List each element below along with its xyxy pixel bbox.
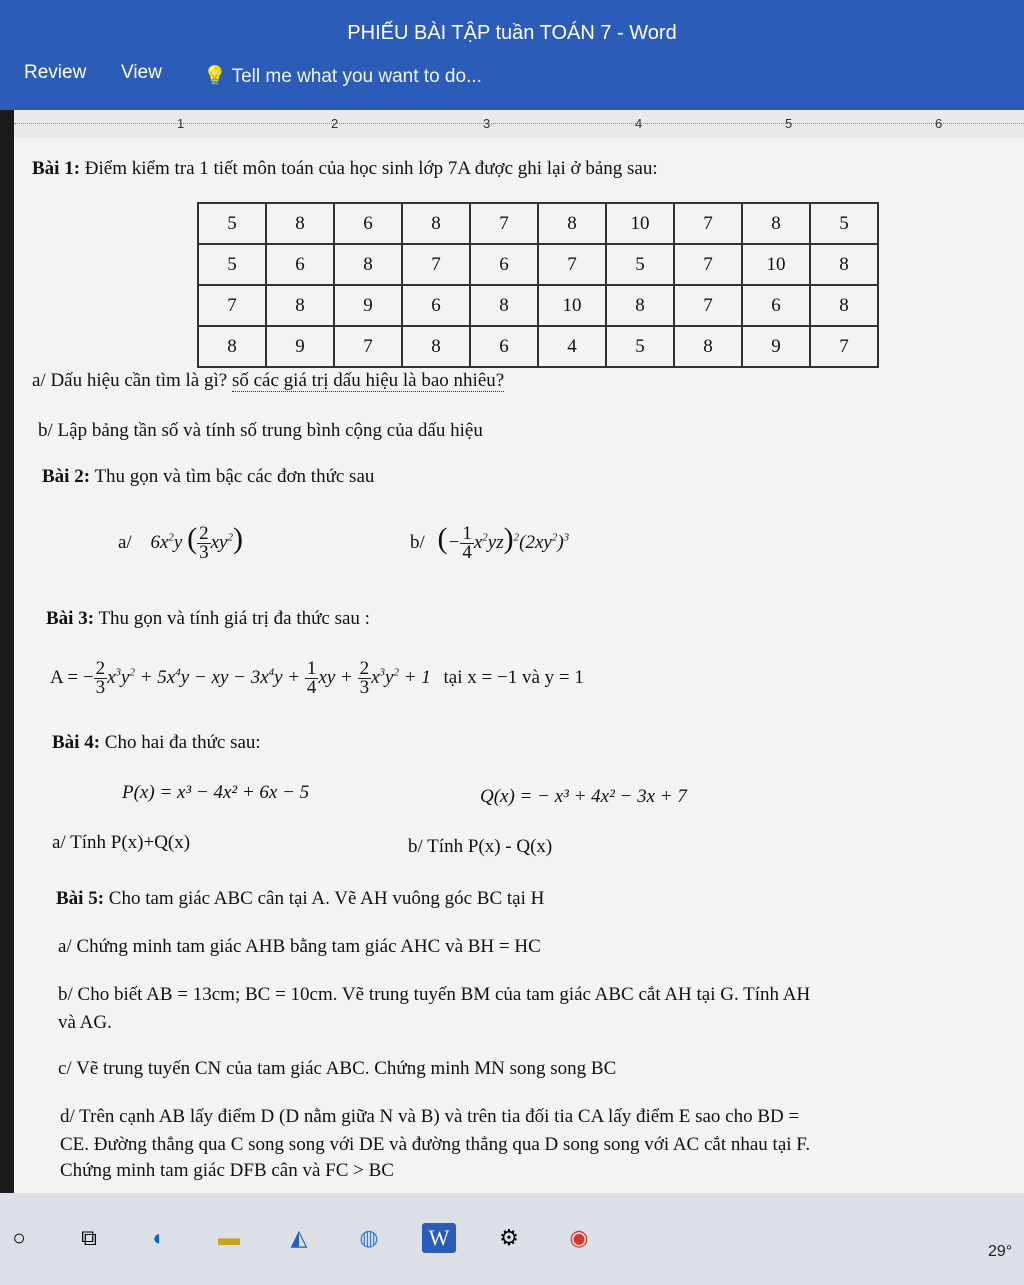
bai1-text: Điểm kiểm tra 1 tiết môn toán của học sinh lớp 7A được ghi lại ở bảng sau: <box>84 158 658 179</box>
table-cell: 8 <box>402 326 470 367</box>
file-explorer-icon[interactable]: ▬ <box>218 1225 240 1250</box>
store-icon[interactable]: ◭ <box>290 1225 308 1250</box>
bai3-text: Thu gọn và tính giá trị đa thức sau : <box>98 608 370 629</box>
edge-browser-icon[interactable]: ◐ <box>152 1225 166 1250</box>
bai4-heading <box>52 732 261 754</box>
table-cell: 9 <box>266 326 334 367</box>
bai1-title: Bài 1: <box>32 158 81 179</box>
bai5-question-b-line1: b/ Cho biết AB = 13cm; BC = 10cm. Vẽ trung tuyến BM của tam giác ABC cắt AH tại G. Tính AH <box>58 984 811 1005</box>
table-cell: 9 <box>742 326 810 367</box>
table-cell: 8 <box>606 285 674 326</box>
bai2-text: Thu gọn và tìm bậc các đơn thức sau <box>94 466 375 487</box>
table-row <box>198 244 878 285</box>
ruler-dots <box>14 123 1024 124</box>
table-cell: 8 <box>742 203 810 244</box>
table-cell: 7 <box>470 203 538 244</box>
bai5-question-a: a/ Chứng minh tam giác AHB bằng tam giác AHC và BH = HC <box>58 936 541 957</box>
table-cell: 7 <box>674 285 742 326</box>
bai3-condition: tại x = −1 và y = 1 <box>443 666 584 688</box>
bai2-b-label: b/ <box>410 532 425 553</box>
tab-review[interactable]: Review <box>24 62 87 83</box>
bai2-item-a <box>118 522 243 562</box>
table-cell: 8 <box>810 285 878 326</box>
word-icon[interactable]: W <box>422 1223 456 1253</box>
table-cell: 8 <box>334 244 402 285</box>
lightbulb-icon: 💡 <box>203 66 227 87</box>
ruler-tick: 4 <box>635 116 643 131</box>
ruler-tick: 6 <box>935 116 943 131</box>
zalo-icon[interactable]: ◍ <box>359 1225 379 1250</box>
bai3-title: Bài 3: <box>46 608 95 629</box>
bai3-heading <box>46 608 370 630</box>
ruler-tick: 2 <box>331 116 339 131</box>
bai5-heading <box>56 888 544 910</box>
table-cell: 5 <box>606 244 674 285</box>
table-row <box>198 326 878 367</box>
table-cell: 6 <box>742 285 810 326</box>
bai5-question-d-line2: CE. Đường thẳng qua C song song với DE và đường thẳng qua D song song với AC cắt nhau tại F. <box>60 1134 811 1155</box>
table-cell: 10 <box>742 244 810 285</box>
bai3-expression: A = − $\frac{2}{3}$ $x^3y^2 + 5x^4y$ − xy − $3x^4y$ + $\frac{1}{4}$ xy + $\frac{2}{3}$ $x^3y^2 + 1$ <box>50 658 436 698</box>
table-cell: 7 <box>674 203 742 244</box>
table-cell: 6 <box>470 326 538 367</box>
bai3-polynomial <box>50 660 584 697</box>
table-cell: 7 <box>674 244 742 285</box>
bai4-question-a: a/ Tính P(x)+Q(x) <box>52 832 191 853</box>
bai2-a-label: a/ <box>118 532 132 553</box>
table-cell: 6 <box>402 285 470 326</box>
bai5-text: Cho tam giác ABC cân tại A. Vẽ AH vuông góc BC tại H <box>108 888 545 909</box>
bai1-a-prefix: a/ Dấu hiệu cần tìm là gì? <box>32 370 228 391</box>
table-cell: 7 <box>810 326 878 367</box>
table-cell: 5 <box>198 203 266 244</box>
table-cell: 10 <box>538 285 606 326</box>
ruler-tick: 3 <box>483 116 491 131</box>
table-row <box>198 285 878 326</box>
table-cell: 7 <box>402 244 470 285</box>
bai2-b-expression: (− $\frac{1}{4}$ $x^2yz)^2(2xy^2)^3$ <box>437 522 570 564</box>
bai4-text: Cho hai đa thức sau: <box>104 732 261 753</box>
window-title: PHIẾU BÀI TẬP tuần TOÁN 7 - Word <box>347 22 677 44</box>
bai4-polynomial-q: Q(x) = − x³ + 4x² − 3x + 7 <box>480 786 687 807</box>
bai5-title: Bài 5: <box>56 888 105 909</box>
table-cell: 10 <box>606 203 674 244</box>
bai2-a-expression: $6x^2y$ ( $\frac{2}{3}$ $xy^2$) <box>150 522 243 564</box>
table-cell: 8 <box>674 326 742 367</box>
table-cell: 8 <box>810 244 878 285</box>
table-cell: 9 <box>334 285 402 326</box>
settings-gear-icon[interactable]: ⚙ <box>499 1225 519 1250</box>
bai2-title: Bài 2: <box>42 466 91 487</box>
bai2-heading <box>42 466 374 488</box>
horizontal-ruler[interactable] <box>14 110 1024 139</box>
score-table <box>197 202 879 368</box>
bai4-question-b: b/ Tính P(x) - Q(x) <box>408 836 553 857</box>
bai4-title: Bài 4: <box>52 732 101 753</box>
table-cell: 7 <box>198 285 266 326</box>
table-cell: 7 <box>538 244 606 285</box>
ruler-tick: 1 <box>177 116 185 131</box>
window-title-bar <box>0 0 1024 58</box>
table-cell: 5 <box>810 203 878 244</box>
bai5-question-d-line1: d/ Trên cạnh AB lấy điểm D (D nằm giữa N và B) và trên tia đối tia CA lấy điểm E sao cho BD = <box>60 1106 800 1127</box>
bai1-question-b: b/ Lập bảng tần số và tính số trung bình cộng của dấu hiệu <box>38 420 483 441</box>
bai1-heading <box>32 158 658 180</box>
table-cell: 4 <box>538 326 606 367</box>
table-cell: 5 <box>198 244 266 285</box>
ruler-tick: 5 <box>785 116 793 131</box>
bai5-question-b-line2: và AG. <box>58 1012 112 1033</box>
bai5-question-d-line3: Chứng minh tam giác DFB cân và FC > BC <box>60 1160 394 1181</box>
table-cell: 8 <box>266 203 334 244</box>
table-cell: 7 <box>334 326 402 367</box>
tab-view[interactable]: View <box>121 62 162 83</box>
table-cell: 8 <box>266 285 334 326</box>
bai1-a-suffix: số các giá trị dấu hiệu là bao nhiêu? <box>231 370 505 391</box>
table-row <box>198 203 878 244</box>
bai5-question-c: c/ Vẽ trung tuyến CN của tam giác ABC. Chứng minh MN song song BC <box>58 1058 617 1079</box>
taskbar <box>0 1193 1024 1285</box>
table-cell: 8 <box>198 326 266 367</box>
document-page[interactable] <box>14 138 1024 1193</box>
table-cell: 6 <box>266 244 334 285</box>
table-cell: 5 <box>606 326 674 367</box>
temperature-readout: 29° <box>988 1243 1013 1260</box>
table-cell: 8 <box>538 203 606 244</box>
task-view-icon[interactable]: ⧉ <box>81 1225 97 1250</box>
chrome-icon[interactable]: ◉ <box>569 1225 589 1250</box>
bai4-polynomial-p: P(x) = x³ − 4x² + 6x − 5 <box>122 782 310 803</box>
table-cell: 8 <box>402 203 470 244</box>
ribbon <box>0 58 1024 110</box>
bai2-item-b <box>410 522 569 562</box>
bai1-question-a <box>32 370 504 392</box>
tell-me-text: Tell me what you want to do... <box>231 66 482 87</box>
table-cell: 8 <box>470 285 538 326</box>
tell-me-box[interactable] <box>203 64 482 88</box>
table-cell: 6 <box>470 244 538 285</box>
table-cell: 6 <box>334 203 402 244</box>
search-icon[interactable]: ○ <box>12 1225 26 1250</box>
